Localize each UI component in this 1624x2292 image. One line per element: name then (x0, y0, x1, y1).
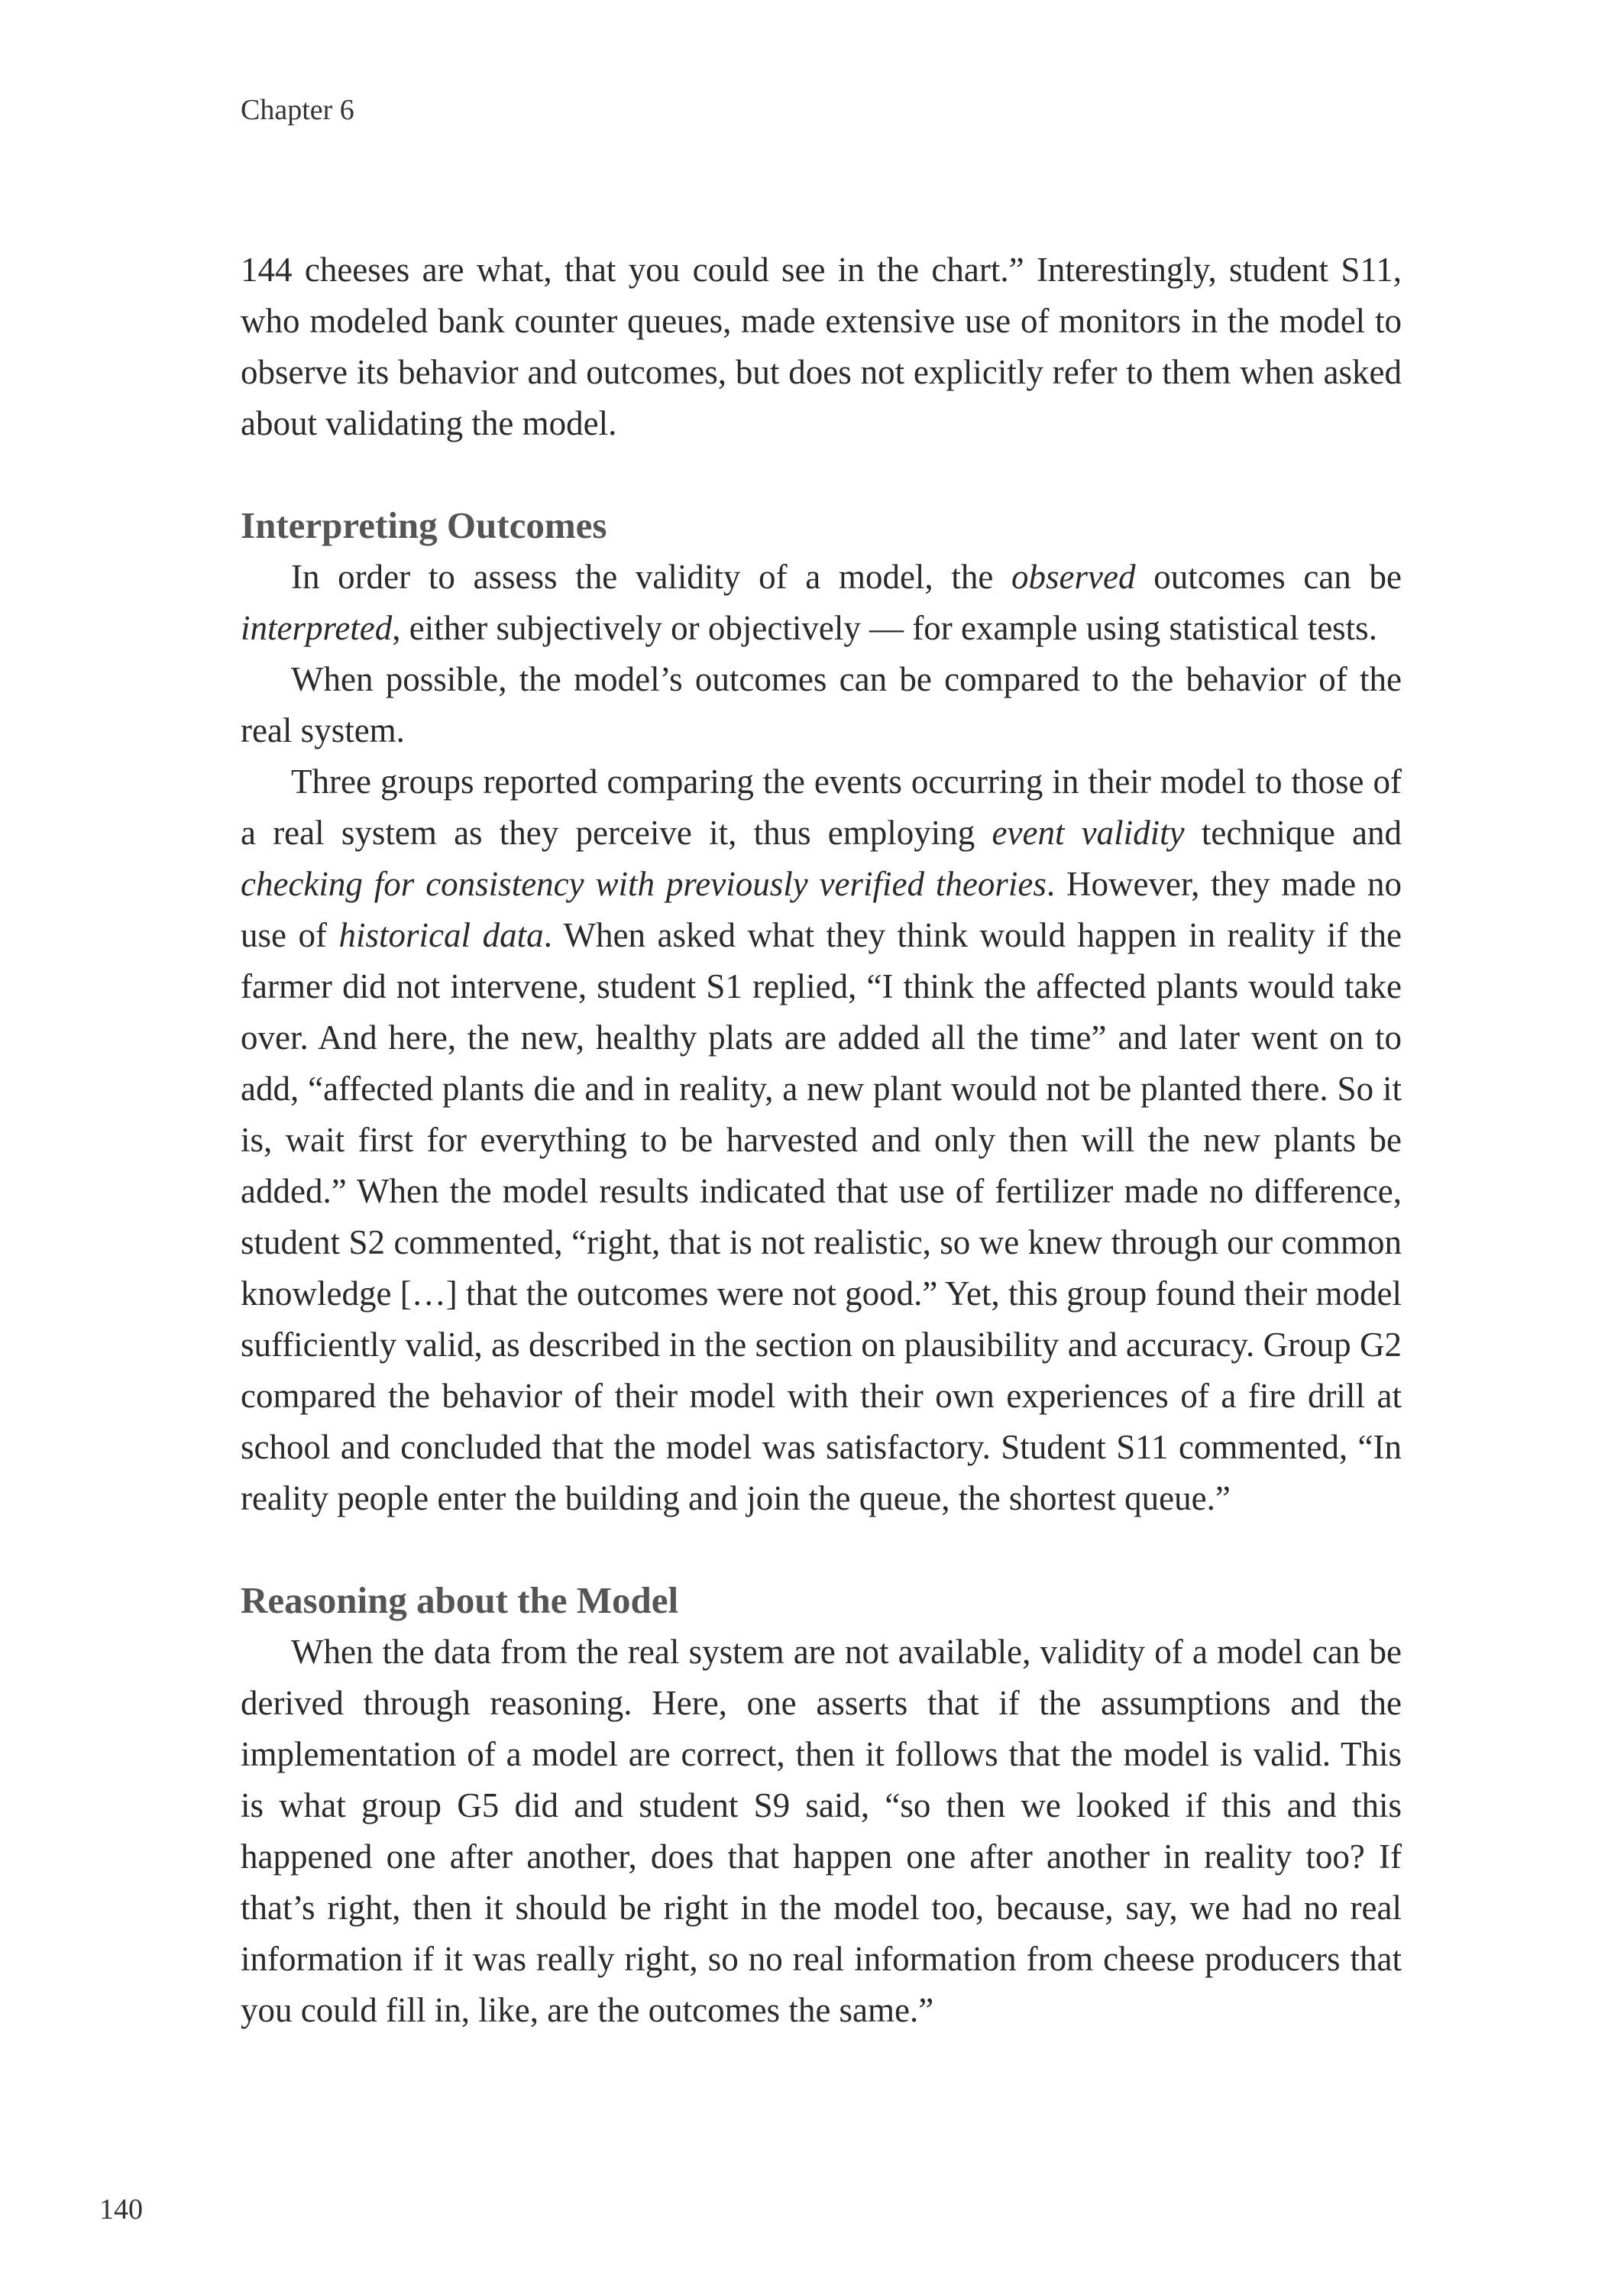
reasoning-paragraph-1: When the data from the real system are not available, validity of a model can be derived through reasoning. Here, one asserts that if the assumptions and the implementation of a model are correct, then it follows that the model is valid. This is what group G5 did and student S9 said, “so then we looked if this and this happened one after another, does that happen one after another in reality too? If that’s right, then it should be right in the model too, because, say, we had no real information if it was really right, so no real information from cheese producers that you could fill in, like, are the outcomes the same.” (241, 1633, 1402, 2029)
heading-reasoning-about-model: Reasoning about the Model (241, 1579, 679, 1621)
section-spacer (241, 449, 1402, 500)
heading-interpreting-outcomes: Interpreting Outcomes (241, 504, 607, 546)
text-run: In order to assess the validity of a model, the (291, 558, 1012, 596)
italic-term-event-validity: event validity (992, 814, 1185, 852)
text-run: technique and (1184, 814, 1402, 852)
text-run: . When asked what they think would happen in reality if the farmer did not intervene, student S1 replied, “I think the affected plants would take over. And here, the new, healthy plats are added all the time” and later went on to add, “affected plants die and in reality, a new plant would not be planted there. So it is, wait first for everything to be harvested and only then will the new plants be added.” When the model results indicated that use of fertilizer made no difference, student S2 commented, “right, that is not realistic, so we knew through our common knowledge […] that the outcomes were not good.” Yet, this group found their model sufficiently valid, as described in the section on plausibility and accuracy. Group G2 compared the behavior of their model with their own experiences of a fire drill at school and concluded that the model was satisfactory. Student S11 commented, “In reality people enter the building and join the queue, the shortest queue.” (241, 916, 1402, 1517)
page-body (241, 244, 1402, 2036)
running-head: Chapter 6 (241, 94, 354, 126)
intro-paragraph: 144 cheeses are what, that you could see in the chart.” Interestingly, student S11, who modeled bank counter queues, made extensive use of monitors in the model to observe its behavior and outcomes, but does not explicitly refer to them when asked about validating the model. (241, 251, 1402, 442)
text-run: outcomes can be (1135, 558, 1402, 596)
interpreting-paragraph-2: When possible, the model’s outcomes can be compared to the behavior of the real system. (241, 660, 1402, 749)
interpreting-paragraph-1 (241, 552, 1402, 654)
italic-term-historical-data: historical data (338, 916, 544, 954)
text-run: Three groups reported comparing the events occurring in their model to those of a real system as they perceive it, thus employing (241, 762, 1402, 852)
page-number: 140 (99, 2193, 143, 2226)
text-run: . However, they made no use of (241, 865, 1402, 954)
italic-term-interpreted: interpreted (241, 609, 393, 647)
italic-term-consistency: checking for consistency with previously verified theories (241, 865, 1047, 903)
text-run: , either subjectively or objectively — for example using statistical tests. (392, 609, 1377, 647)
interpreting-paragraph-3 (241, 756, 1402, 1524)
section-spacer (241, 1524, 1402, 1575)
italic-term-observed: observed (1011, 558, 1136, 596)
